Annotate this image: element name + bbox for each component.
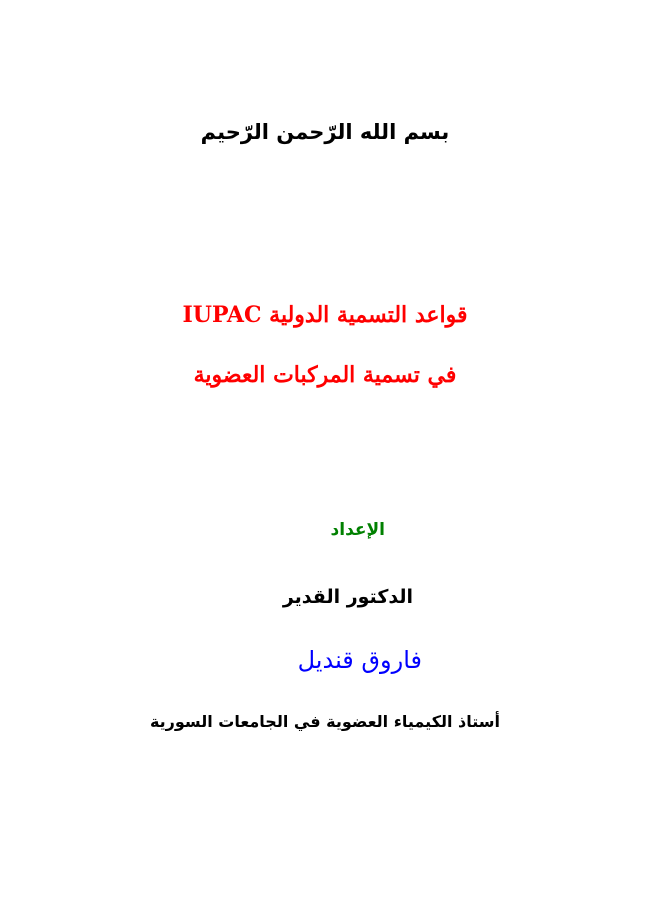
author-title: الدكتور القدير bbox=[282, 586, 413, 608]
document-title-line-2: في تسمية المركبات العضوية bbox=[193, 362, 457, 388]
author-affiliation: أستاذ الكيمياء العضوية في الجامعات السورية bbox=[149, 712, 501, 731]
document-title-line-1: قواعد التسمية الدولية IUPAC bbox=[182, 302, 468, 328]
basmala-heading: بسم الله الرّحمن الرّحيم bbox=[200, 120, 450, 144]
prepared-by-label: الإعداد bbox=[330, 520, 385, 540]
author-name: فاروق قنديل bbox=[297, 646, 422, 674]
